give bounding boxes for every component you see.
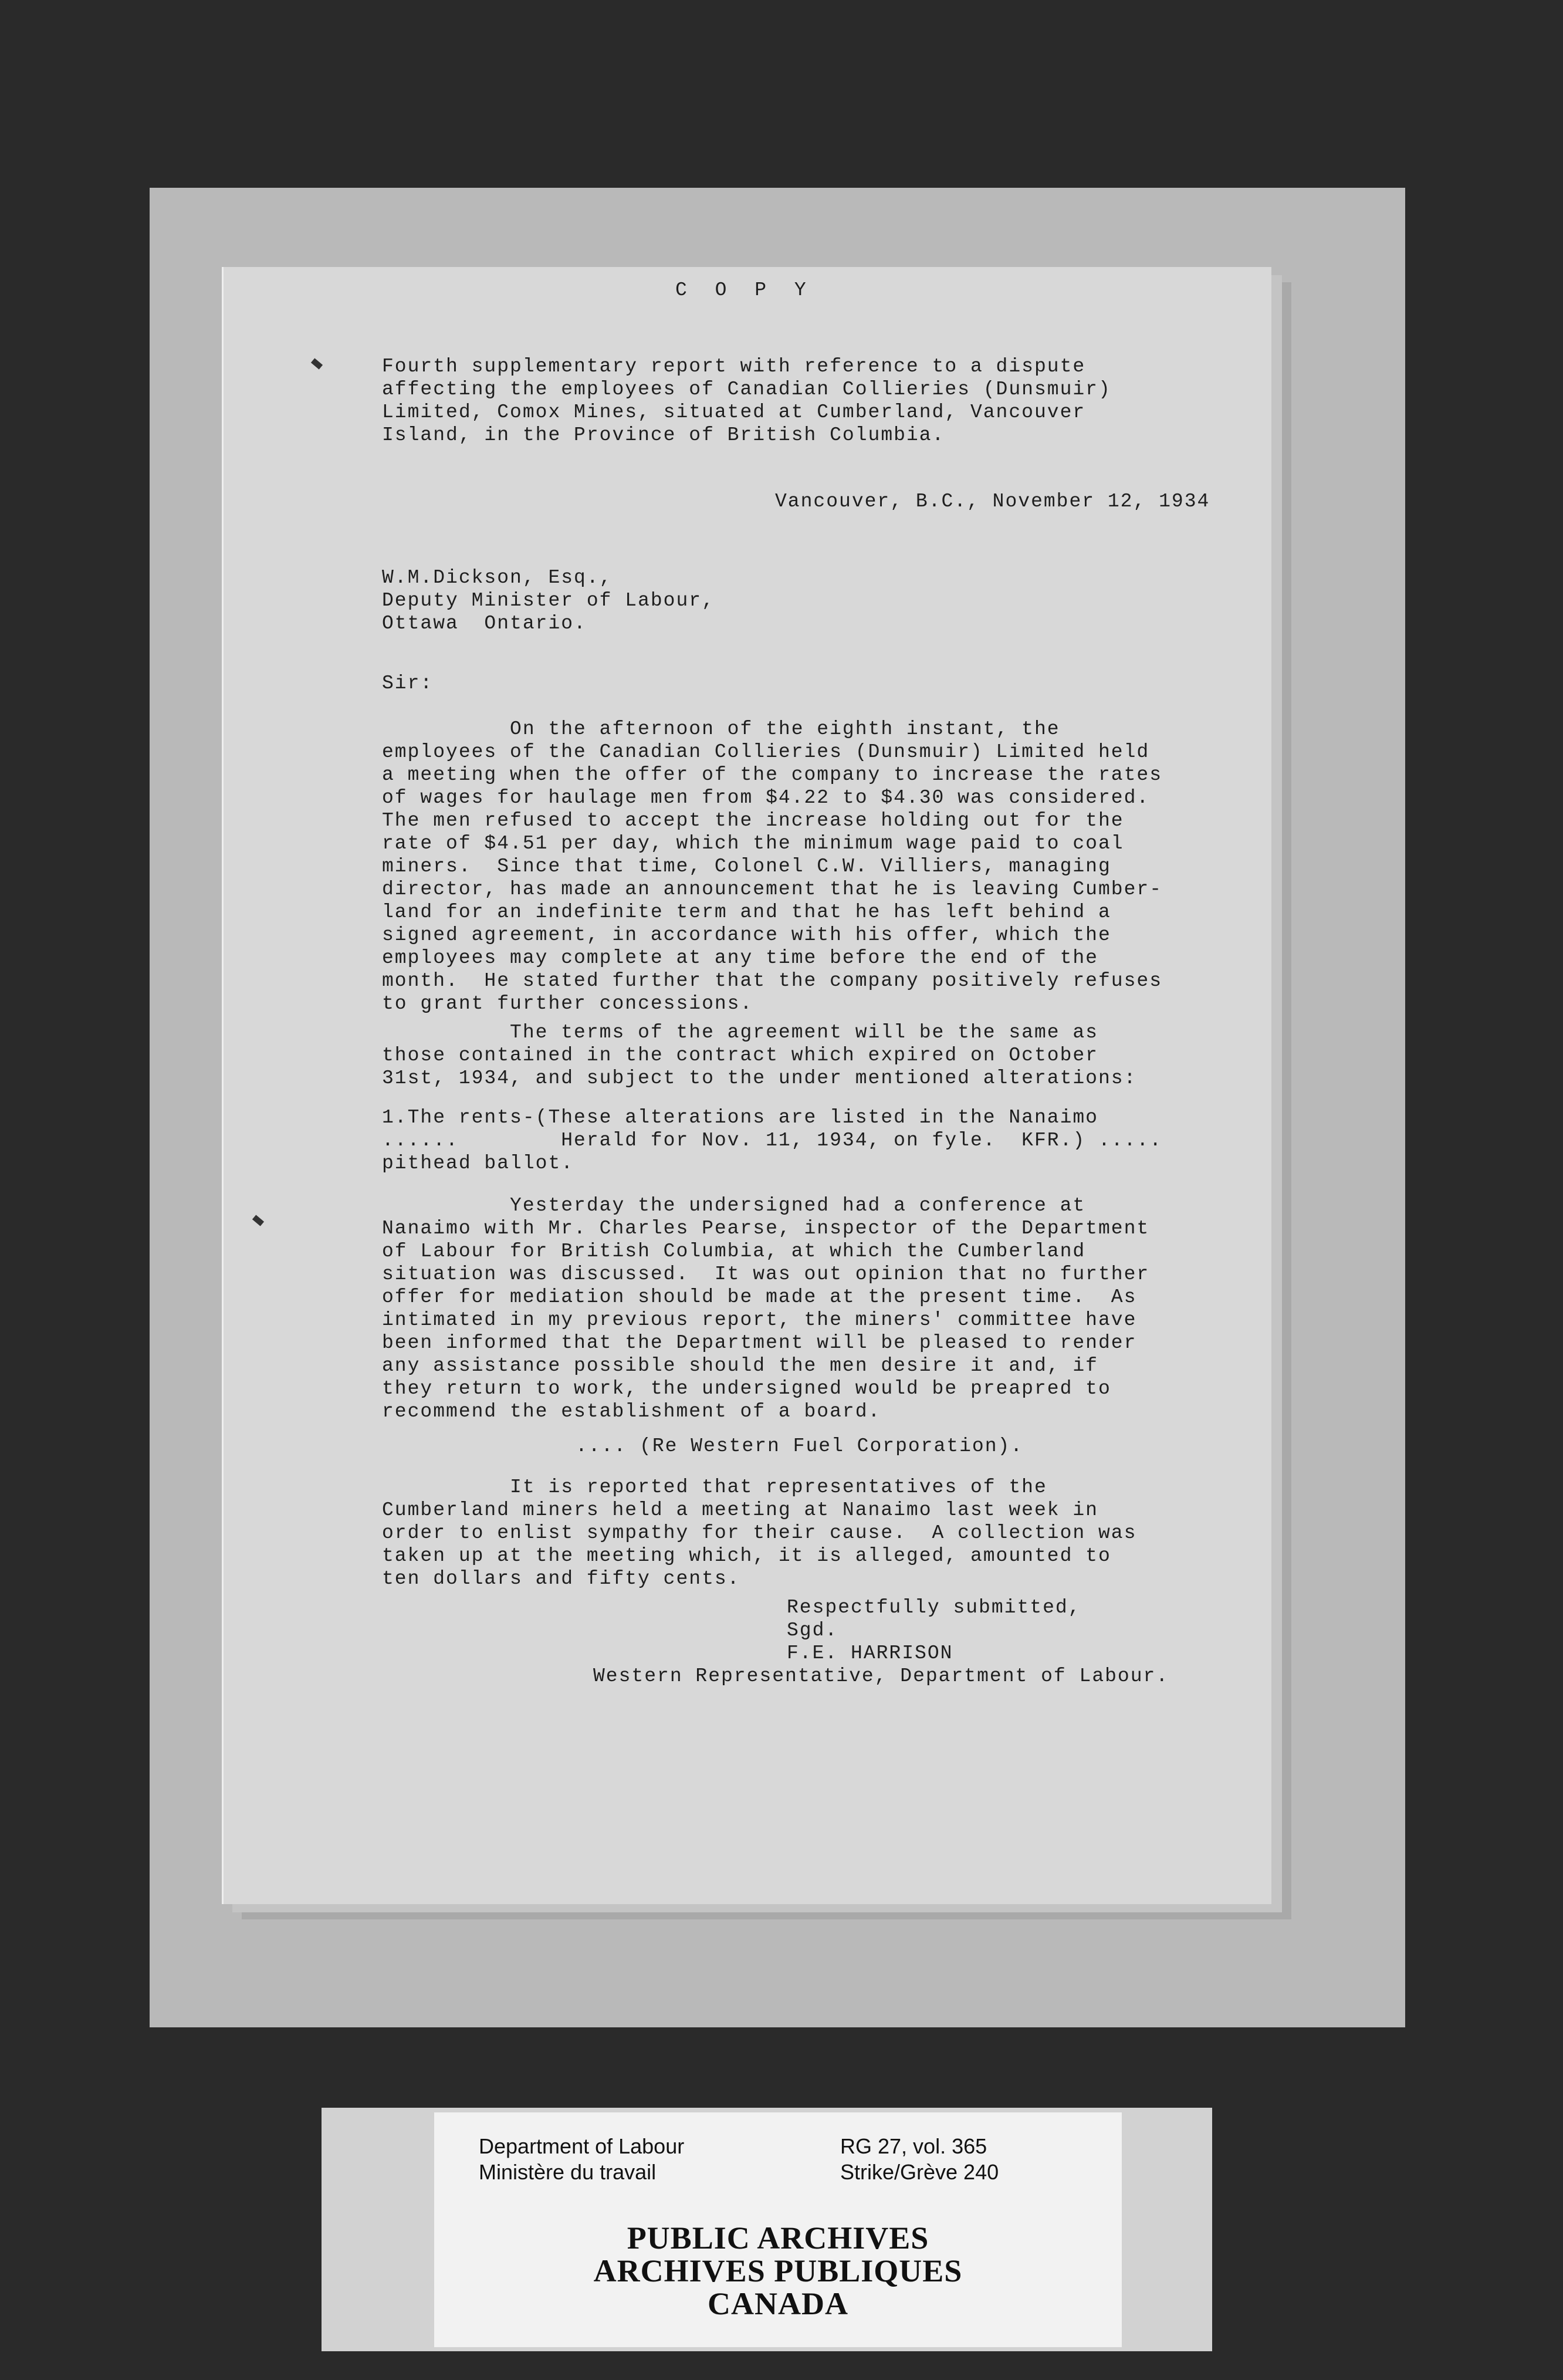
paragraph-western-fuel: .... (Re Western Fuel Corporation).	[576, 1435, 1024, 1457]
copy-heading: C O P Y	[675, 279, 814, 301]
addressee-block: W.M.Dickson, Esq., Deputy Minister of Labour, Ottawa Ontario.	[382, 567, 715, 634]
salutation: Sir:	[382, 672, 434, 694]
paragraph-agreement-terms: The terms of the agreement will be the same as those contained in the contract which expired on October 31st, 1934, and subject to the under mentioned alterations:	[382, 1022, 1137, 1089]
signer-title: Western Representative, Department of Labour.	[593, 1665, 1169, 1687]
archive-reference: RG 27, vol. 365	[840, 2134, 987, 2158]
strike-number: Strike/Grève 240	[840, 2160, 999, 2184]
paragraph-conference: Yesterday the undersigned had a conference at Nanaimo with Mr. Charles Pearse, inspector of the Department of Labour for British Columbia, at which the Cumberland situation was discussed. It was out opinion that no further offer for mediation should be made at the present time. As intimated in my previous report, the miners' committee have been informed that the Department will be pleased to render any assistance possible should the men desire it and, if they return to work, the undersigned would be preapred to recommend the establishment of a board.	[382, 1195, 1150, 1422]
archives-stamp-line: CANADA	[708, 2286, 848, 2321]
archives-stamp-line: ARCHIVES PUBLIQUES	[593, 2253, 963, 2288]
letter-body	[224, 267, 1271, 1904]
archives-stamp-line: PUBLIC ARCHIVES	[627, 2220, 929, 2256]
paragraph-collection: It is reported that representatives of the Cumberland miners held a meeting at Nanaimo last week in order to enlist sympathy for their cause. A collection was taken up at the meeting which, it is alleged, amounted to ten dollars and fifty cents.	[382, 1476, 1137, 1590]
paragraph-alterations: 1.The rents-(These alterations are listed in the Nanaimo ...... Herald for Nov. 11, 1934, on fyle. KFR.) ..... pithead ballot.	[382, 1107, 1162, 1174]
department-en: Department of Labour	[479, 2134, 685, 2158]
dateline: Vancouver, B.C., November 12, 1934	[775, 491, 1210, 512]
report-subject: Fourth supplementary report with reference to a dispute affecting the employees of Canadian Collieries (Dunsmuir) Limited, Comox Mines, situated at Cumberland, Vancouver Island, in the Province of British Columbia.	[382, 356, 1111, 446]
paragraph-meeting: On the afternoon of the eighth instant, the employees of the Canadian Collieries (Dunsmuir) Limited held a meeting when the offer of the company to increase the rates of wages for haulage men from $4.22 to $4.30 was considered. The men refused to accept the increase holding out for the rate of $4.51 per day, which the minimum wage paid to coal miners. Since that time, Colonel C.W. Villiers, managing director, has made an announcement that he is leaving Cumber- land for an indefinite term and that he has left behind a signed agreement, in accordance with his offer, which the employees may complete at any time before the end of the month. He stated further that the company positively refuses to grant further concessions.	[382, 718, 1162, 1015]
document-page	[222, 267, 1271, 1904]
department-fr: Ministère du travail	[479, 2160, 657, 2184]
archives-stamp	[434, 2222, 1122, 2320]
closing-signature: Respectfully submitted, Sgd. F.E. HARRISON	[787, 1597, 1081, 1664]
